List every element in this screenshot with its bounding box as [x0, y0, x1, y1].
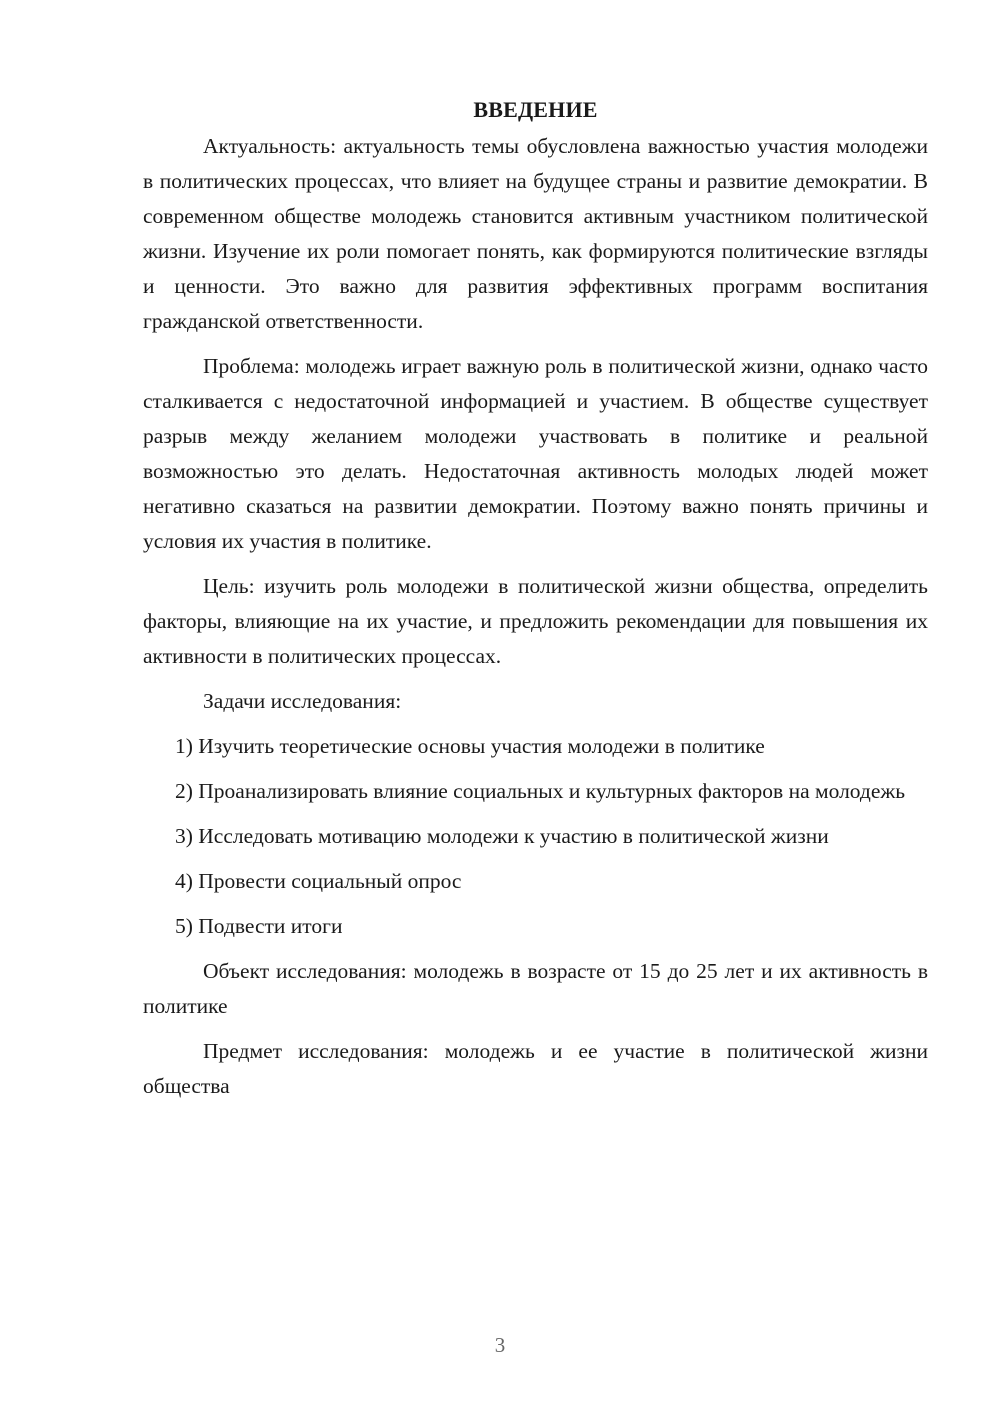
tasks-heading: Задачи исследования: — [203, 689, 402, 713]
section-title: ВВЕДЕНИЕ — [473, 97, 598, 122]
task-item-4: 4) Провести социальный опрос — [175, 869, 462, 893]
object-paragraph: Объект исследования: молодежь в возрасте от 15 до 25 лет и их активность в политике — [143, 959, 928, 1018]
page-number: 3 — [494, 1333, 506, 1357]
task-item-5: 5) Подвести итоги — [175, 914, 343, 938]
task-item-1: 1) Изучить теоретические основы участия молодежи в политике — [175, 734, 765, 758]
task-item-3: 3) Исследовать мотивацию молодежи к участию в политической жизни — [175, 824, 829, 848]
task-item-2: 2) Проанализировать влияние социальных и культурных факторов на молодежь — [175, 779, 906, 803]
document-page — [143, 92, 928, 1114]
problem-paragraph: Проблема: молодежь играет важную роль в политической жизни, однако часто сталкивается с недостаточной информацией и участием. В обществе существует разрыв между желанием молодежи участвовать в политике и реальной возможностью это делать. Недостаточная активность молодых людей может негативно сказаться на развитии демократии. Поэтому важно понять причины и условия их участия в политике. — [143, 354, 928, 553]
subject-paragraph: Предмет исследования: молодежь и ее участие в политической жизни общества — [143, 1039, 928, 1098]
relevance-paragraph: Актуальность: актуальность темы обусловлена важностью участия молодежи в политических процессах, что влияет на будущее страны и развитие демократии. В современном обществе молодежь становится активным участником политической жизни. Изучение их роли помогает понять, как формируются политические взгляды и ценности. Это важно для развития эффективных программ воспитания гражданской ответственности. — [143, 134, 928, 333]
goal-paragraph: Цель: изучить роль молодежи в политической жизни общества, определить факторы, влияющие на их участие, и предложить рекомендации для повышения их активности в политических процессах. — [143, 574, 928, 668]
